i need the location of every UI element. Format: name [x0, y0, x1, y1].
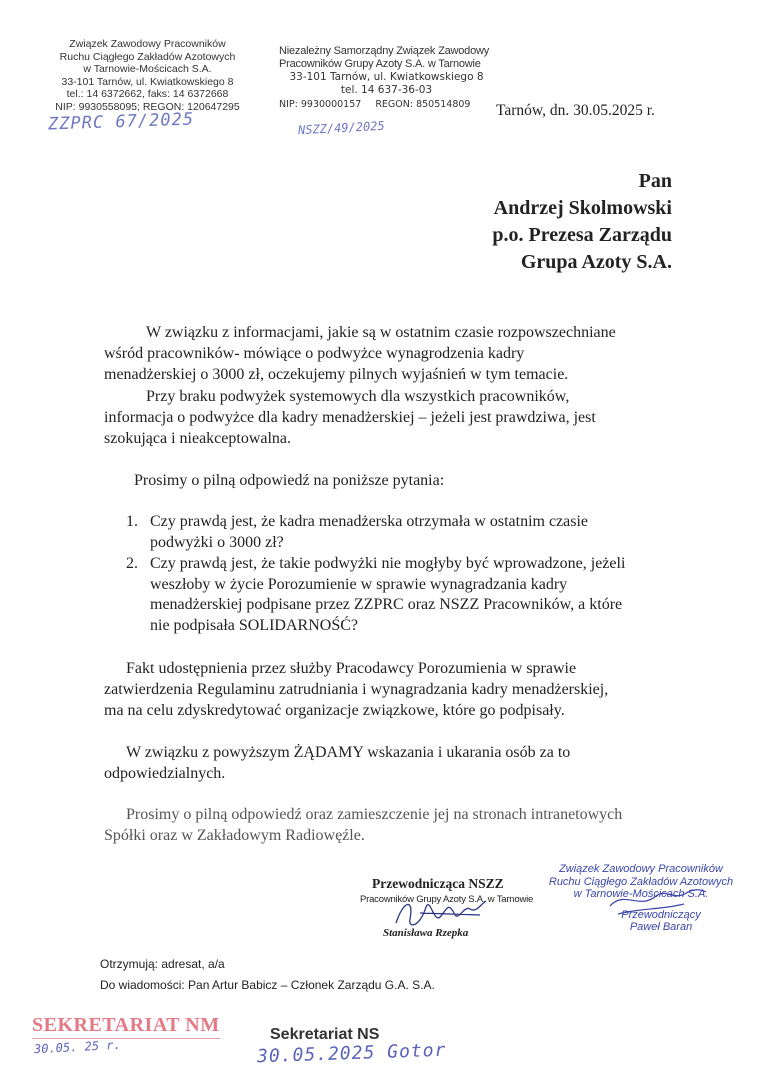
handwritten-date-nm: 30.05. 25 r. [33, 1037, 122, 1057]
recipients-line: Otrzymują: adresat, a/a [100, 957, 225, 971]
stamp-sekretariat-ns: Sekretariat NS [270, 1026, 380, 1043]
paragraph-line: zatwierdzenia Regulaminu zatrudniania i wynagradzania kadry menadżerskiej, [104, 681, 609, 698]
questions-intro: Prosimy o pilną odpowiedź na poniższe pytania: [134, 472, 445, 489]
list-item [126, 512, 625, 553]
paragraph-line: informacja o podwyżce dla kadry menadżerskiej – jeżeli jest prawdziwa, jest [104, 409, 596, 426]
union-header-nszz [279, 45, 494, 111]
cc-line: Do wiadomości: Pan Artur Babicz – Członek Zarządu G.A. S.A. [100, 978, 435, 992]
paragraph-line: ma na celu zdyskredytować organizacje związkowe, które go podpisały. [104, 702, 565, 719]
registration-number-zzprc: ZZPRC 67/2025 [47, 109, 195, 135]
header-line: 33-101 Tarnów, ul. Kwiatkowskiego 8 [61, 75, 234, 88]
stamp-line: w Tarnowie-Mościcach S.A. [573, 888, 709, 900]
handwritten-signature-zzprc [600, 880, 710, 920]
paragraph-line: W związku z informacjami, jakie są w ostatnim czasie rozpowszechniane [146, 324, 616, 341]
paragraph-line: Fakt udostępnienia przez służby Pracodawcy Porozumienia w sprawie [126, 660, 577, 677]
signature-org-nszz: Pracowników Grupy Azoty S.A. w Tarnowie [360, 894, 534, 905]
addressee-line: Grupa Azoty S.A. [520, 251, 672, 273]
header-line: Ruchu Ciągłego Zakładów Azotowych [59, 50, 236, 63]
header-tel: tel. 14 637-36-03 [340, 84, 433, 96]
header-regon: REGON: 850514809 [375, 99, 471, 110]
stamp-line: Związek Zawodowy Pracowników [559, 863, 723, 875]
list-item-line: menadżerskiej podpisane przez ZZPRC oraz NSZZ Pracowników, a które [150, 596, 623, 613]
list-item-line: weszłoby w życie Porozumienie w sprawie wynagradzania kadry [150, 575, 568, 593]
stamp-sekretariat-nm: SEKRETARIAT NM [32, 1014, 220, 1039]
list-item-number: 2. [126, 555, 138, 572]
header-line: Związek Zawodowy Pracowników [69, 38, 226, 50]
paragraph-line: Spółki oraz w Zakładowym Radiowęźle. [104, 827, 365, 844]
header-title: Pracowników Grupy Azoty S.A. w Tarnowie [279, 58, 481, 70]
list-item-line: Czy prawdą jest, że kadra menadżerska otrzymała w ostatnim czasie [150, 513, 589, 530]
handwritten-date-ns: 30.05.2025 Gotor [256, 1039, 447, 1068]
list-item [126, 554, 625, 636]
header-title: Niezależny Samorządny Związek Zawodowy [279, 45, 490, 57]
header-line: tel.: 14 6372662, faks: 14 6372668 [66, 88, 229, 101]
stamp-name: Paweł Baran [629, 921, 693, 933]
addressee-line: Pan [638, 170, 672, 192]
paragraph-line: W związku z powyższym ŻĄDAMY wskazania i ukarania osób za to [126, 744, 571, 761]
signature-title-nszz: Przewodnicząca NSZZ [372, 876, 504, 891]
date-line: Tarnów, dn. 30.05.2025 r. [496, 102, 655, 119]
header-address: 33-101 Tarnów, ul. Kwiatkowskiego 8 [289, 71, 484, 83]
header-nip: NIP: 9930000157 [279, 99, 362, 110]
paragraph-line: szokująca i nieakceptowalna. [104, 430, 292, 447]
header-line: NIP: 9930558095; REGON: 120647295 [55, 100, 240, 113]
paragraph-line: wśród pracowników- mówiące o podwyżce wynagrodzenia kadry [104, 345, 525, 362]
addressee-line: p.o. Prezesa Zarządu [492, 224, 672, 246]
stamp-role: Przewodniczący [621, 908, 701, 921]
addressee-line: Andrzej Skolmowski [493, 197, 672, 219]
list-item-line: nie podpisała SOLIDARNOŚĆ? [150, 616, 358, 634]
stamp-line: Ruchu Ciągłego Zakładów Azotowych [548, 875, 734, 888]
list-item-number: 1. [126, 513, 138, 530]
paragraph-line: odpowiedzialnych. [104, 765, 226, 782]
signature-name-nszz: Stanisława Rzepka [383, 927, 469, 939]
paragraph-line: menadżerskiej o 3000 zł, oczekujemy pilnych wyjaśnień w tym temacie. [104, 366, 569, 383]
paragraph-line: Prosimy o pilną odpowiedź oraz zamieszczenie jej na stronach intranetowych [126, 806, 623, 823]
header-line: w Tarnowie-Mościcach S.A. [83, 63, 212, 76]
union-header-zzprc [30, 38, 265, 114]
header-ids [279, 98, 494, 111]
questions-list [126, 512, 625, 637]
list-item-line: podwyżki o 3000 zł? [150, 533, 284, 551]
registration-number-nszz: NSZZ/49/2025 [297, 118, 386, 138]
addressee-block [492, 168, 672, 276]
list-item-line: Czy prawdą jest, że takie podwyżki nie mogłyby być wprowadzone, jeżeli [150, 555, 626, 572]
paragraph-line: Przy braku podwyżek systemowych dla wszystkich pracowników, [146, 388, 570, 405]
